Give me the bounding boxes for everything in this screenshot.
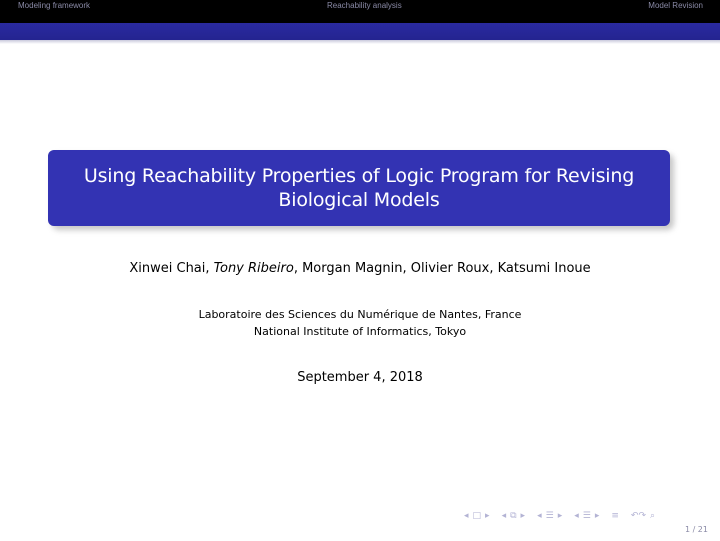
affiliation-ls2n: Laboratoire des Sciences du Numérique de Nantes, France <box>198 308 522 321</box>
title-block <box>48 150 670 226</box>
presentation-title: Using Reachability Properties of Logic Program for Revising Biological Models <box>83 165 635 211</box>
nav-frame-next-icon[interactable]: ▸ <box>485 511 490 521</box>
header-band <box>0 23 720 40</box>
affiliation-nii: National Institute of Informatics, Tokyo <box>253 325 467 338</box>
nav-subsection-prev-icon[interactable]: ◂ <box>501 511 507 521</box>
subsection-icon[interactable]: ⧉ <box>510 511 517 521</box>
beamer-navigation-symbols <box>464 510 655 522</box>
nav-section-modeling-framework[interactable]: Modeling framework <box>18 1 91 10</box>
page-number: 1 / 21 <box>684 525 708 534</box>
header-shadow <box>0 40 720 44</box>
header-navigation-bar <box>0 0 720 23</box>
nav-frame-prev-icon[interactable]: ◂ <box>464 511 469 521</box>
search-icon[interactable]: ⌕ <box>650 511 656 521</box>
frame-icon[interactable]: □ <box>472 511 482 521</box>
presentation-date: September 4, 2018 <box>297 370 423 385</box>
nav-subsection-next-icon[interactable]: ▸ <box>520 511 526 521</box>
nav-doc-prev-icon[interactable]: ◂ <box>574 511 579 521</box>
nav-section-next-icon[interactable]: ▸ <box>557 511 563 521</box>
presenter-name: Tony Ribeiro <box>213 261 294 276</box>
authors-after: , Morgan Magnin, Olivier Roux, Katsumi Inoue <box>293 261 591 276</box>
nav-doc-next-icon[interactable]: ▸ <box>594 511 600 521</box>
authors-before: Xinwei Chai, <box>129 261 214 276</box>
authors-line <box>0 261 720 276</box>
appendix-icon[interactable]: ≡ <box>611 511 619 521</box>
nav-section-model-revision[interactable]: Model Revision <box>648 1 703 10</box>
document-icon[interactable]: ☰ <box>582 511 591 521</box>
nav-section-reachability-analysis[interactable]: Reachability analysis <box>327 1 402 10</box>
nav-section-prev-icon[interactable]: ◂ <box>537 511 542 521</box>
back-forward-icon[interactable]: ↶↷ <box>630 511 646 521</box>
section-icon[interactable]: ☰ <box>545 511 554 521</box>
